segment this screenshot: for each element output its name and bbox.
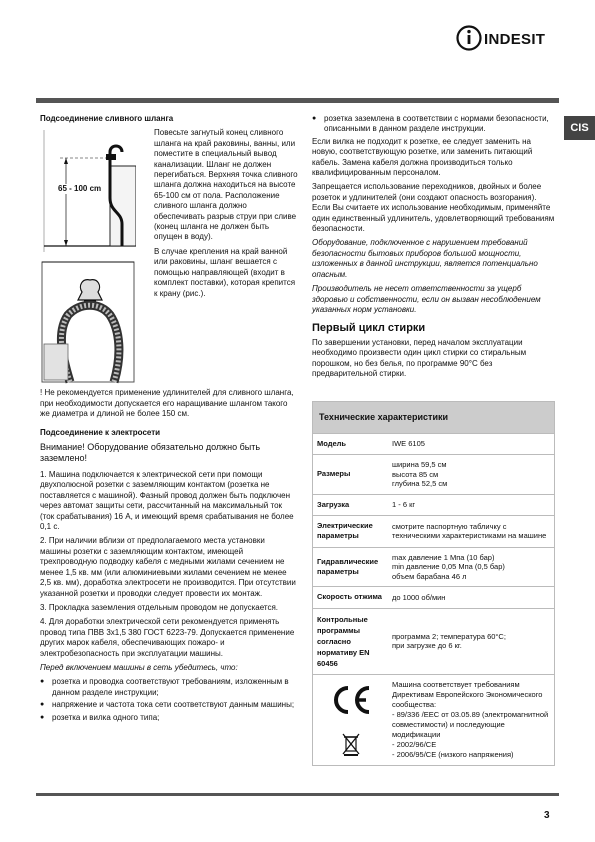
spec-value: объем барабана 46 л bbox=[392, 571, 467, 581]
ce-text: - 2006/95/CE (низкого напряжения) bbox=[392, 749, 514, 759]
spec-value: min давление 0,05 Мпа (0,5 бар) bbox=[392, 562, 505, 572]
electric-item-3: 3. Прокладка заземления отдельным проводом не допускается. bbox=[40, 602, 279, 612]
spec-title: Технические характеристики bbox=[313, 402, 554, 432]
first-cycle-text: По завершении установки, перед началом эксплуатации необходимо произвести один цикл стирки со стиральным порошком, но без белья, по программе 90°С без предварительной стирки. bbox=[312, 337, 527, 378]
drain-text-2: В случае крепления на край ванной или раковины, шланг вешается с помощью направляющей (входит в комплект поставки), которая крепится к крану (рис.). bbox=[154, 246, 296, 298]
spec-value: программа 2; температура 60°С; bbox=[392, 631, 506, 641]
spec-row bbox=[313, 454, 554, 494]
spec-row bbox=[313, 515, 554, 547]
spec-row bbox=[313, 433, 554, 454]
extension-note: ! Не рекомендуется применение удлинителей для сливного шланга, при необходимости допускается его наращивание шлангом такого же диаметра и длиной не более 150 см. bbox=[40, 388, 294, 419]
spec-table bbox=[312, 401, 555, 765]
spec-key: Гидравлические параметры bbox=[317, 556, 379, 577]
drain-figures bbox=[40, 128, 136, 384]
spec-value: max давление 1 Мпа (10 бар) bbox=[392, 552, 495, 562]
spec-key: Загрузка bbox=[317, 499, 350, 509]
bottom-rule bbox=[36, 793, 559, 796]
spec-value: высота 85 см bbox=[392, 469, 439, 479]
electric-item-2: 2. При наличии вблизи от предполагаемого места установки машины розетки с заземляющим контактом, имеющей трехпроводную подводку кабеля с медными жилами сечением не менее 1,5 кв. мм (или алюминиевыми жилами сечением не менее 2,5 кв. мм), доработка электросети не производится. При отсутствии указанной розетки и проводки следует провести их монтаж. bbox=[40, 536, 296, 598]
spec-row bbox=[313, 586, 554, 607]
drain-heading: Подсоединение сливного шланга bbox=[40, 114, 174, 123]
check-item: ● розетка и проводка соответствуют требованиям, изложенным в данном разделе инструкции; bbox=[40, 677, 298, 698]
spec-value: IWE 6105 bbox=[392, 439, 425, 449]
check-item: ● розетка и вилка одного типа; bbox=[40, 713, 298, 723]
spec-row bbox=[313, 494, 554, 515]
forbidden-paragraph: Запрещается использование переходников, двойных и более розеток и удлинителей (они создают опасность возгорания). Если Вы считаете их использование необходимым, применяйте один единственный удлинитель, удовлетворяющий требованиям безопасности. bbox=[312, 182, 555, 234]
ce-text: - 2002/96/CE bbox=[392, 739, 437, 749]
language-tab: CIS bbox=[564, 116, 595, 140]
ce-mark-icon bbox=[329, 684, 373, 716]
spec-key: Скорость отжима bbox=[317, 592, 382, 602]
spec-key: Электрические параметры bbox=[317, 521, 373, 541]
spec-value: смотрите паспортную табличку с техническими характеристиками на машине bbox=[392, 521, 547, 541]
safety-italic-1: Оборудование, подключенное с нарушением требований безопасности бытовых приборов большой мощности, изложенных в данной инструкции, является потенциально опасным. bbox=[312, 238, 538, 279]
drain-text-1: Повесьте загнутый конец сливного шланга на край раковины, ванны, или поместите в специальный вывод канализации. Шланг не должен перегибаться. Верхняя точка сливного шланга должна находиться на высоте 65-100 см от пола. Расположение сливного шланга должно обеспечивать разрыв струи при сливе (конец шланга не должен быть опущен в воду). bbox=[154, 128, 298, 242]
spec-row bbox=[313, 547, 554, 587]
spec-value: ширина 59,5 см bbox=[392, 460, 447, 470]
plug-paragraph: Если вилка не подходит к розетке, ее следует заменить на новую, соответствующую розетке, или заменить питающий кабель. Замена кабеля должна производиться только квалифицированным персоналом. bbox=[312, 136, 533, 178]
left-column bbox=[40, 114, 298, 725]
ce-text: - 89/336 /ЕЕС от 03.05.89 (электромагнитной совместимости) и последующие модификации bbox=[392, 709, 549, 739]
weee-bin-icon bbox=[341, 732, 361, 756]
spec-value: глубина 52,5 см bbox=[392, 479, 448, 489]
spec-key: Модель bbox=[317, 438, 347, 448]
check-item: ● розетка заземлена в соответствии с нормами безопасности, описанными в данном разделе инструкции. bbox=[312, 114, 555, 135]
grounding-warning: Внимание! Оборудование обязательно должно быть заземлено! bbox=[40, 442, 261, 464]
spec-key: Контрольные программы согласно нормативу EN 60456 bbox=[317, 614, 370, 668]
hose-guide-diagram bbox=[40, 260, 136, 384]
brand-name: INDESIT bbox=[484, 31, 546, 48]
electric-heading: Подсоединение к электросети bbox=[40, 427, 161, 437]
spec-row bbox=[313, 608, 554, 674]
check-item: ● напряжение и частота тока сети соответствуют данным машины; bbox=[40, 700, 298, 710]
right-column bbox=[312, 114, 555, 766]
top-rule bbox=[36, 98, 559, 103]
spec-row bbox=[313, 674, 554, 765]
spec-value: до 1000 об/мин bbox=[392, 592, 446, 602]
spec-value: при загрузке до 6 кг. bbox=[392, 641, 462, 651]
ce-text: Машина соответствует требованиям Директивам Европейского Экономического сообщества: bbox=[392, 679, 543, 709]
spec-value: 1 - 6 кг bbox=[392, 500, 416, 510]
check-intro: Перед включением машины в сеть убедитесь, что: bbox=[40, 662, 238, 672]
safety-italic-2: Производитель не несет ответственности за ущерб здоровью и собственности, если он вызван несоблюдением указанных норм установки. bbox=[312, 284, 541, 314]
check-list bbox=[40, 677, 298, 723]
dimension-label: 65 - 100 cm bbox=[58, 184, 102, 193]
page-number: 3 bbox=[544, 810, 550, 821]
spec-key: Размеры bbox=[317, 469, 351, 479]
first-cycle-heading: Первый цикл стирки bbox=[312, 322, 426, 335]
electric-item-4: 4. Для доработки электрической сети рекомендуется применять провод типа ПВВ 3х1,5 380 ГОСТ 6223-79. Допускается применение других марок кабеля, обеспечивающих пожаро- и электробезопасность при эксплуатации машины. bbox=[40, 617, 295, 658]
electric-item-1: 1. Машина подключается к электрической сети при помощи двухполюсной розетки с заземляющим контактом (розетка не поставляется с машиной). Фазный провод должен быть подключен через автомат защиты сети, рассчитанный на максимальный ток (ток срабатывания) 16 А, и имеющий время срабатывания не более 0,1 с. bbox=[40, 470, 294, 532]
